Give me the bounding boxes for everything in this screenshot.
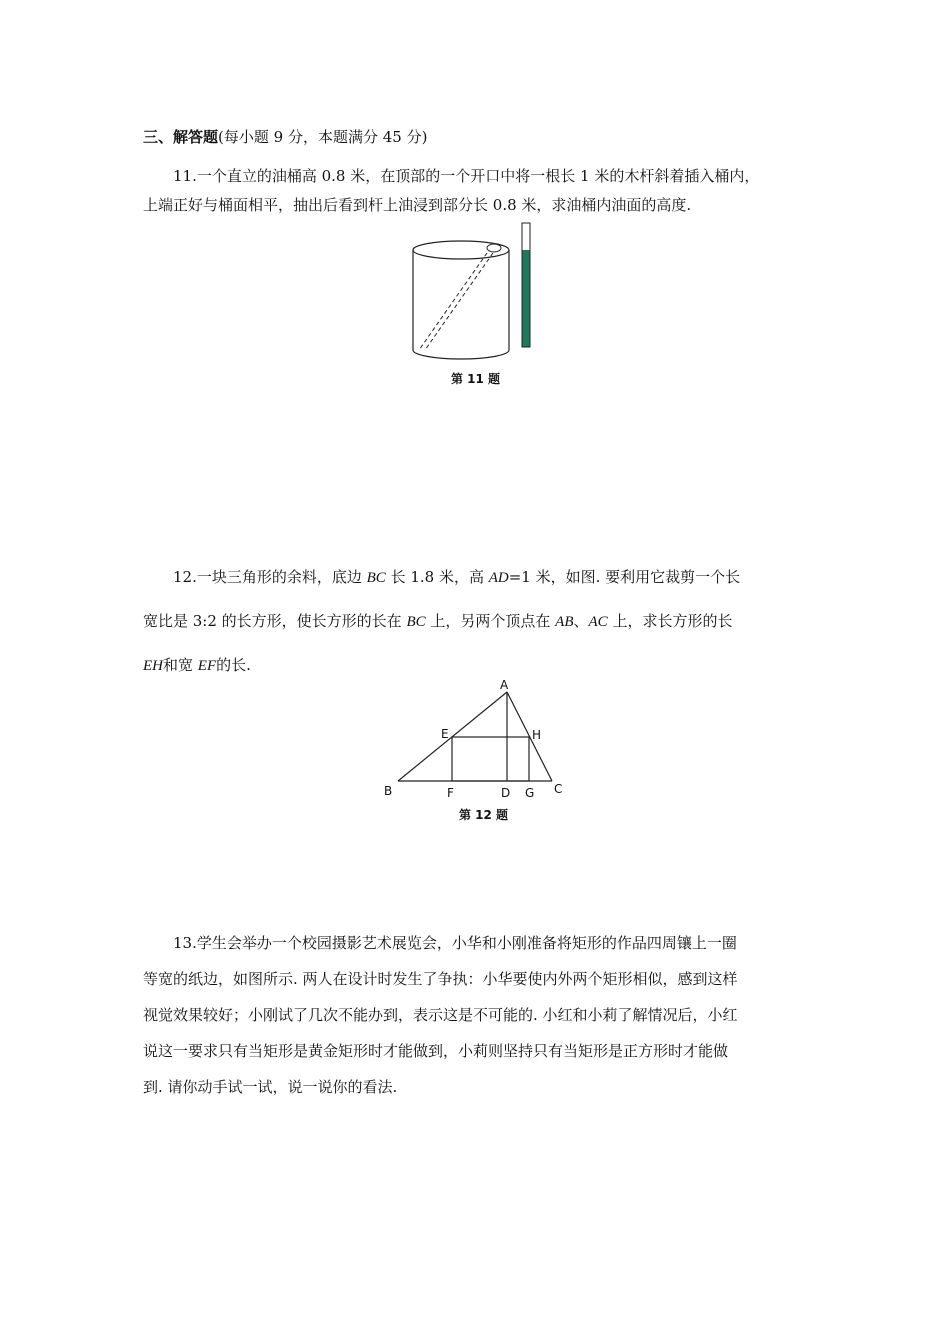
q12-line-2: 宽比是 3:2 的长方形，使长方形的长在 BC 上，另两个顶点在 AB、AC 上，求长方形的长	[143, 612, 733, 630]
section-title: 三、解答题	[143, 128, 219, 146]
figure-11-caption: 第 11 题	[451, 372, 501, 386]
q12-line-1: 12.一块三角形的余料，底边 BC 长 1.8 米，高 AD=1 米，如图. 要利用它裁剪一个长	[173, 568, 741, 586]
q13-line-1: 13.学生会举办一个校园摄影艺术展览会，小华和小刚准备将矩形的作品四周镶上一圈	[173, 934, 737, 952]
question-12-text	[143, 556, 808, 688]
figure-11-oil-barrel	[405, 220, 545, 395]
rectangle-efgh	[452, 737, 529, 781]
q13-line-5: 到. 请你动手试一试，说一说你的看法.	[143, 1078, 398, 1096]
rod-oil-portion	[523, 250, 530, 347]
q13-line-3: 视觉效果较好；小刚试了几次不能办到，表示这是不可能的. 小红和小莉了解情况后，小红	[143, 1006, 738, 1024]
section-note: (每小题 9 分，本题满分 45 分)	[218, 128, 428, 146]
q11-line-2: 上端正好与桶面相平，抽出后看到杆上油浸到部分长 0.8 米，求油桶内油面的高度.	[143, 196, 692, 214]
figure-12-triangle	[380, 675, 575, 827]
label-c: C	[554, 782, 563, 796]
label-b: B	[384, 784, 393, 798]
q12-line-3: EH和宽 EF的长.	[143, 656, 251, 674]
triangle-rectangle-diagram	[380, 675, 575, 827]
rod-dashed-edge-2	[425, 253, 493, 350]
label-a: A	[500, 678, 509, 692]
barrel-opening	[487, 244, 501, 252]
figure-12-caption: 第 12 题	[459, 808, 509, 822]
label-e: E	[441, 727, 449, 741]
label-d: D	[501, 786, 511, 800]
question-11-text	[143, 162, 808, 220]
label-g: G	[525, 786, 535, 800]
barrel-bottom-arc	[413, 350, 509, 359]
q13-line-2: 等宽的纸边，如图所示. 两人在设计时发生了争执：小华要使内外两个矩形相似，感到这样	[143, 970, 738, 988]
label-f: F	[447, 786, 454, 800]
section-heading	[143, 126, 427, 147]
question-13-text	[143, 925, 808, 1105]
label-h: H	[532, 728, 542, 742]
q13-line-4: 说这一要求只有当矩形是黄金矩形时才能做到，小莉则坚持只有当矩形是正方形时才能做	[143, 1042, 729, 1060]
rod-dashed-edge-1	[419, 253, 487, 350]
q11-line-1: 11.一个直立的油桶高 0.8 米，在顶部的一个开口中将一根长 1 米的木杆斜着插入桶内，	[173, 167, 760, 185]
oil-barrel-diagram	[405, 220, 545, 395]
